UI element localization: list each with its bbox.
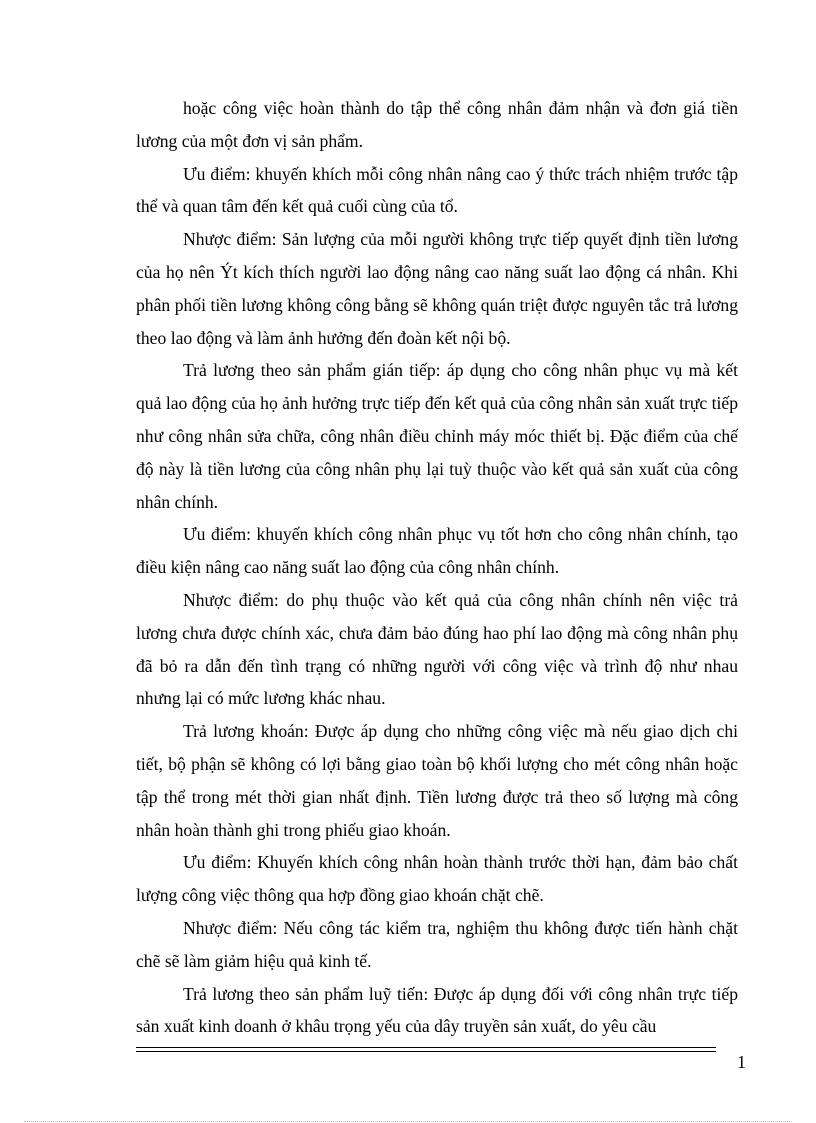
paragraph: Nhược điểm: do phụ thuộc vào kết quả của công nhân chính nên việc trả lương chưa được chính xác, chưa đảm bảo đúng hao phí lao động mà công nhân phụ đã bỏ ra dẫn đến tình trạng có những người với công việc và trình độ như nhau nhưng lại có mức lương khác nhau. [136, 589, 738, 709]
paragraph: Nhược điểm: Sản lượng của mỗi người không trực tiếp quyết định tiền lương của họ nên Ýt kích thích người lao động nâng cao năng suất lao động cá nhân. Khi phân phối tiền lương không công bằng sẽ không quán triệt được nguyên tắc trả lương theo lao động và làm ảnh hưởng đến đoàn kết nội bộ. [136, 229, 738, 348]
paragraph: Trả lương khoán: Được áp dụng cho những công việc mà nếu giao dịch chi tiết, bộ phận sẽ không có lợi bằng giao toàn bộ khối lượng cho mét công nhân hoặc tập thể trong mét thời gian nhất định. Tiền lương được trả theo số lượng mà công nhân hoàn thành ghi trong phiếu giao khoán. [136, 721, 738, 840]
paragraph: Ưu điểm: khuyến khích mỗi công nhân nâng cao ý thức trách nhiệm trước tập thể và quan tâm đến kết quả cuối cùng của tổ. [136, 163, 738, 217]
paragraph: Ưu điểm: khuyến khích công nhân phục vụ tốt hơn cho công nhân chính, tạo điều kiện nâng cao năng suất lao động của công nhân chính. [136, 524, 738, 578]
paragraph: Trả lương theo sản phẩm luỹ tiến: Được áp dụng đối với công nhân trực tiếp sản xuất kinh doanh ở khâu trọng yếu của dây truyền sản xuất, do yêu cầu [136, 983, 738, 1037]
document-body [136, 92, 738, 1043]
paragraph: hoặc công việc hoàn thành do tập thể công nhân đảm nhận và đơn giá tiền lương của một đơn vị sản phẩm. [136, 98, 738, 151]
paragraph: Ưu điểm: Khuyến khích công nhân hoàn thành trước thời hạn, đảm bảo chất lượng công việc thông qua hợp đồng giao khoán chặt chẽ. [136, 852, 738, 906]
page-number: 1 [737, 1052, 746, 1072]
page-boundary-dotted-line [24, 1121, 792, 1122]
footer-rule-bottom [136, 1051, 716, 1052]
paragraph: Nhược điểm: Nếu công tác kiểm tra, nghiệm thu không được tiến hành chặt chẽ sẽ làm giảm hiệu quả kinh tế. [136, 917, 738, 971]
paragraph: Trả lương theo sản phẩm gián tiếp: áp dụng cho công nhân phục vụ mà kết quả lao động của họ ảnh hưởng trực tiếp đến kết quả của công nhân sản xuất trực tiếp như công nhân sửa chữa, công nhân điều chỉnh máy móc thiết bị. Đặc điểm của chế độ này là tiền lương của công nhân phụ lại tuỳ thuộc vào kết quả sản xuất của công nhân chính. [136, 360, 738, 512]
footer-rule-top [136, 1047, 716, 1048]
